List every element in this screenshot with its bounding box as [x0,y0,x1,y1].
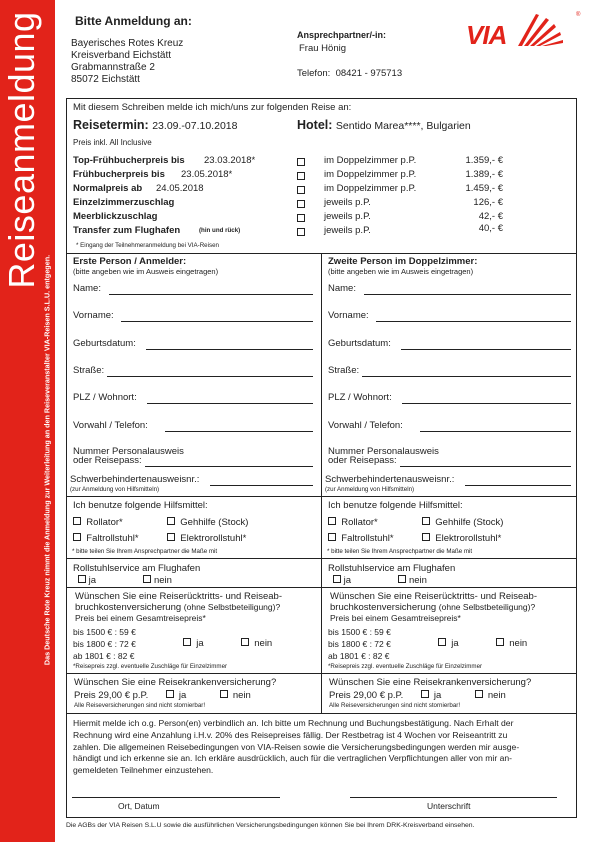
price-date: 23.03.2018* [204,155,256,166]
terms-paragraph [73,718,519,777]
price-checkbox[interactable] [297,186,305,194]
insurance-line3-2: Preis bei einem Gesamtreisepreis* [330,613,461,623]
insurance-ja-checkbox[interactable] [438,638,446,646]
insurance-tier: bis 1800 € : 72 € [73,639,136,649]
terms-line: Hiermit melde ich o.g. Person(en) verbindlich an. Ich bitte um Rechnung und Buchungsbestätigung. Nach Erhalt der [73,718,514,728]
name-label: Name: [328,283,356,294]
price-amount: 1.459,- € [465,183,503,194]
aids-row [422,517,503,529]
health-ja-label: ja [178,690,187,701]
via-logo-text: VIA [466,20,507,50]
insurance-line2-sub: (ohne Selbstbeteiligung)? [438,602,536,612]
ausweis-field[interactable] [73,445,313,467]
trip-date-label: Reisetermin: [73,118,149,132]
health-row-2 [329,690,506,702]
aids-row [422,533,501,545]
health-nein-checkbox[interactable] [475,690,483,698]
plz-field-2[interactable] [328,389,571,404]
ausweis-label-2: oder Reisepass: [73,455,142,466]
geburtsdatum-label: Geburtsdatum: [73,338,136,349]
price-amount: 1.389,- € [465,169,503,180]
price-checkbox[interactable] [297,228,305,236]
wheelchair-options-2 [333,575,427,587]
price-footnote: * Eingang der Teilnehmeranmeldung bei VIA-Reisen [76,242,219,249]
footer-note: Die AGBs der VIA Reisen S.L.U sowie die ausführlichen Versicherungsbedingungen können Sie bei Ihrem DRK-Kreisverband einsehen. [66,822,475,829]
aids-row [167,533,246,545]
place-date-label: Ort, Datum [118,801,160,811]
aids-note: * bitte teilen Sie Ihrem Ansprechpartner die Maße mit [72,548,218,555]
vertical-title [2,0,42,300]
name-field[interactable] [73,280,313,295]
price-table [73,156,503,240]
insurance-line2-sub: (ohne Selbstbeteiligung)? [183,602,281,612]
health-nein-label: nein [487,690,506,701]
wheelchair-ja-checkbox[interactable] [333,575,341,583]
vorname-label: Vorname: [73,310,114,321]
health-title: Wünschen Sie eine Reisekrankenversicherung? [74,677,277,688]
price-label: Top-Frühbucherpreis bis [73,155,185,166]
trip-intro: Mit diesem Schreiben melde ich mich/uns zur folgenden Reise an: [73,102,352,113]
insurance-line1: Wünschen Sie eine Reiserücktritts- und Reiseab- [75,591,282,602]
signature-label: Unterschrift [427,801,471,811]
price-row [73,212,503,226]
hotel-label: Hotel: [297,118,333,132]
faltrollstuhl-checkbox[interactable] [328,533,336,541]
price-label: Normalpreis ab [73,183,143,194]
geburtsdatum-field[interactable] [73,335,313,350]
health-row [74,690,251,702]
price-date: 23.05.2018* [181,169,233,180]
insurance-note: *Reisepreis zzgl. eventuelle Zuschläge für Einzelzimmer [328,663,483,670]
price-amount: 40,- € [478,223,503,234]
price-label: Einzelzimmerzuschlag [73,197,175,208]
aids-row [328,517,378,529]
address-block [71,38,183,86]
strasse-label: Straße: [73,365,105,376]
ausweis-field-2[interactable] [328,445,571,467]
price-row [73,156,503,170]
rollator-label: Rollator* [341,517,378,528]
insurance-tier: bis 1500 € : 59 € [328,627,391,637]
contact-title: Ansprechpartner/-in: [297,30,387,40]
insurance-ja-checkbox[interactable] [183,638,191,646]
price-amount: 1.359,- € [465,155,503,166]
health-ja-checkbox[interactable] [421,690,429,698]
insurance-options-2 [438,638,527,650]
health-price: Preis 29,00 € p.P. [329,690,404,701]
gehhilfe-label: Gehhilfe (Stock) [435,517,504,528]
terms-line: gemeldeten Teilnehmer einzustehen. [73,765,214,776]
phone-label: Telefon: [297,68,331,79]
strasse-field[interactable] [73,362,313,377]
via-logo [466,12,586,52]
telefon-field-2[interactable] [328,417,571,432]
wheelchair-title: Rollstuhlservice am Flughafen [73,563,201,574]
price-date: (hin und rück) [199,227,241,234]
faltrollstuhl-checkbox[interactable] [73,533,81,541]
vorname-field-2[interactable] [328,307,571,322]
schwerbehindert-note: (zur Anmeldung von Hilfsmitteln) [325,486,415,493]
elektro-checkbox[interactable] [167,533,175,541]
insurance-nein-label: nein [509,638,528,649]
insurance-nein-label: nein [254,638,273,649]
price-row [73,170,503,184]
inclusive-note: Preis inkl. All Inclusive [73,138,152,147]
place-date-line[interactable] [72,797,280,798]
wheelchair-options [78,575,172,587]
plz-label: PLZ / Wohnort: [73,392,137,403]
price-amount: 126,- € [473,197,503,208]
trip-hotel [297,118,471,132]
address-line: Kreisverband Eichstätt [71,50,172,61]
insurance-note: *Reisepreis zzgl. eventuelle Zuschläge für Einzelzimmer [73,663,228,670]
price-checkbox[interactable] [297,158,305,166]
wheelchair-title-2: Rollstuhlservice am Flughafen [328,563,456,574]
price-label: Frühbucherpreis bis [73,169,165,180]
schwerbehindert-field-2[interactable] [325,471,571,486]
gehhilfe-checkbox[interactable] [167,517,175,525]
insurance-nein-checkbox[interactable] [496,638,504,646]
insurance-tier: ab 1801 € : 82 € [328,651,390,661]
faltrollstuhl-label: Faltrollstuhl* [341,533,394,544]
aids-row [328,533,394,545]
section-divider [66,558,577,559]
telefon-label: Vorwahl / Telefon: [73,420,148,431]
section-divider [66,587,577,588]
section-divider [66,713,577,714]
aids-row [73,533,139,545]
geburtsdatum-label: Geburtsdatum: [328,338,391,349]
rollator-label: Rollator* [86,517,123,528]
aids-row [167,517,248,529]
price-desc: im Doppelzimmer p.P. [324,169,417,180]
name-label: Name: [73,283,101,294]
price-checkbox[interactable] [297,214,305,222]
health-ja-checkbox[interactable] [166,690,174,698]
wheelchair-nein-checkbox[interactable] [398,575,406,583]
health-price: Preis 29,00 € p.P. [74,690,149,701]
health-nein-label: nein [232,690,251,701]
aids-title-2: Ich benutze folgende Hilfsmittel: [328,500,463,511]
registered-mark: ® [576,12,581,18]
price-desc: jeweils p.P. [324,211,371,222]
vertical-note [40,254,54,666]
trip-date [73,118,237,132]
plz-field[interactable] [73,389,313,404]
ausweis-label-2: oder Reisepass: [328,455,397,466]
vorname-label: Vorname: [328,310,369,321]
health-note: Alle Reiseversicherungen sind nicht stornierbar! [74,702,206,709]
insurance-ja-label: ja [196,638,204,649]
person2-title: Zweite Person im Doppelzimmer: [328,256,478,267]
wheelchair-nein-checkbox[interactable] [143,575,151,583]
price-row [73,198,503,212]
signature-line[interactable] [350,797,557,798]
aids-row [73,517,123,529]
person2-sub: (bitte angeben wie im Ausweis eingetragen) [328,267,474,276]
telefon-field[interactable] [73,417,313,432]
health-note: Alle Reiseversicherungen sind nicht stornierbar! [329,702,461,709]
insurance-line2-main: bruchkostenversicherung [75,602,182,613]
price-label: Meerblickzuschlag [73,211,158,222]
address-line: Grabmannstraße 2 [71,62,155,73]
elektro-label: Elektrorollstuhl* [180,533,247,544]
insurance-tier: bis 1800 € : 72 € [328,639,391,649]
column-divider [321,253,322,713]
strasse-field-2[interactable] [328,362,571,377]
telefon-label: Vorwahl / Telefon: [328,420,403,431]
person1-sub: (bitte angeben wie im Ausweis eingetragen) [73,267,219,276]
section-divider [66,496,321,497]
aids-title: Ich benutze folgende Hilfsmittel: [73,500,208,511]
price-desc: jeweils p.P. [324,225,371,236]
vertical-note-text: Das Deutsche Rote Kreuz nimmt die Anmeldung zur Weiterleitung an den Reiseveranstalter VIA-Reisen S.L.U. entgegen. [42,254,52,666]
person1-title: Erste Person / Anmelder: [73,256,187,267]
elektro-label: Elektrorollstuhl* [435,533,502,544]
schwerbehindert-label: Schwerbehindertenausweisnr.: [325,474,455,485]
price-label: Transfer zum Flughafen [73,225,181,236]
phone-number: 08421 - 975713 [335,68,403,79]
wheelchair-nein-label: nein [408,575,427,586]
health-nein-checkbox[interactable] [220,690,228,698]
insurance-ja-label: ja [451,638,459,649]
price-row [73,223,503,240]
section-divider [66,673,577,674]
wheelchair-ja-checkbox[interactable] [78,575,86,583]
hotel-value: Sentido Marea****, Bulgarien [335,120,471,132]
rollator-checkbox[interactable] [73,517,81,525]
plz-label: PLZ / Wohnort: [328,392,392,403]
wheelchair-ja-label: ja [88,575,97,586]
terms-line: Rechnung wird eine Anzahlung i.H.v. 20% des Reisepreises fällig. Der Restbetrag ist 4 Wochen vor Reiseantritt zu [73,729,508,740]
insurance-tier: bis 1500 € : 59 € [73,627,136,637]
aids-note: * bitte teilen Sie Ihrem Ansprechpartner die Maße mit [327,548,473,555]
price-desc: im Doppelzimmer p.P. [324,155,417,166]
insurance-tier: ab 1801 € : 82 € [73,651,135,661]
vorname-field[interactable] [73,307,313,322]
address-line: 85072 Eichstätt [71,74,140,85]
ausweis-label-1: Nummer Personalausweis [73,446,184,457]
gehhilfe-label: Gehhilfe (Stock) [180,517,249,528]
health-ja-label: ja [433,690,442,701]
schwerbehindert-field[interactable] [70,471,313,486]
insurance-nein-checkbox[interactable] [241,638,249,646]
price-amount: 42,- € [478,211,503,222]
insurance-options [183,638,272,650]
send-to-title: Bitte Anmeldung an: [75,14,192,28]
elektro-checkbox[interactable] [422,533,430,541]
price-date: 24.05.2018 [156,183,204,194]
schwerbehindert-note: (zur Anmeldung von Hilfsmitteln) [70,486,160,493]
rollator-checkbox[interactable] [328,517,336,525]
price-desc: jeweils p.P. [324,197,371,208]
price-row [73,184,503,198]
phone-line [297,69,402,80]
strasse-label: Straße: [328,365,360,376]
name-field-2[interactable] [328,280,571,295]
insurance-line2-main: bruchkostenversicherung [330,602,437,613]
health-title-2: Wünschen Sie eine Reisekrankenversicherung? [329,677,532,688]
price-checkbox[interactable] [297,200,305,208]
wheelchair-nein-label: nein [153,575,172,586]
terms-line: händigt und ich erkenne sie an. Ich erkläre ausdrücklich, auch für die vertraglichen Verpflichtungen aller von mir an- [73,753,513,764]
contact-name: Frau Hönig [299,43,346,54]
vertical-title-text: Reiseanmeldung [1,11,42,289]
price-desc: im Doppelzimmer p.P. [324,183,417,194]
faltrollstuhl-label: Faltrollstuhl* [86,533,139,544]
gehhilfe-checkbox[interactable] [422,517,430,525]
price-checkbox[interactable] [297,172,305,180]
geburtsdatum-field-2[interactable] [328,335,571,350]
terms-line: zahlen. Die allgemeinen Reisebedingungen von VIA-Reisen sowie die Versicherungsbedingungen werden mir ausge- [73,741,520,752]
insurance-line1-2: Wünschen Sie eine Reiserücktritts- und Reiseab- [330,591,537,602]
schwerbehindert-label: Schwerbehindertenausweisnr.: [70,474,200,485]
trip-date-value: 23.09.-07.10.2018 [152,120,238,132]
address-line: Bayerisches Rotes Kreuz [71,38,184,49]
section-divider [321,496,577,497]
wheelchair-ja-label: ja [343,575,352,586]
ausweis-label-1: Nummer Personalausweis [328,446,439,457]
insurance-line3: Preis bei einem Gesamtreisepreis* [75,613,206,623]
